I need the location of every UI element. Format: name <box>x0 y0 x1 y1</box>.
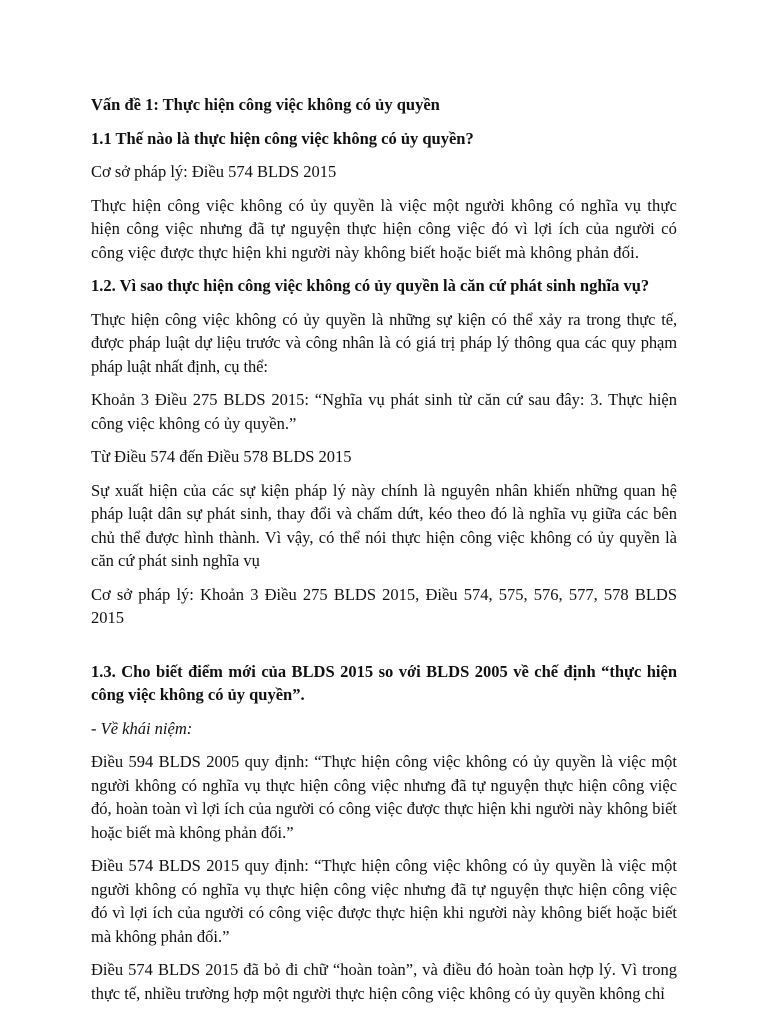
legal-basis-1-2: Cơ sở pháp lý: Khoản 3 Điều 275 BLDS 2015, Điều 574, 575, 576, 577, 578 BLDS 2015 <box>91 584 677 627</box>
heading-1-1: 1.1 Thế nào là thực hiện công việc không có ủy quyền? <box>91 128 474 148</box>
blds-2005-quote: Điều 594 BLDS 2005 quy định: “Thực hiện công việc không có ủy quyền là việc một người không có nghĩa vụ thực hiện công việc nhưng đã tự nguyện thực hiện công việc đó, hoàn toàn vì lợi ích của người có công việc được thực hiện khi người này không biết hoặc biết mà không phản đối.” <box>91 752 677 842</box>
heading-main: Vấn đề 1: Thực hiện công việc không có ủy quyền <box>91 95 440 114</box>
heading-1-3: 1.3. Cho biết điểm mới của BLDS 2015 so với BLDS 2005 về chế định “thực hiện công việc không có ủy quyền”. <box>91 661 677 704</box>
heading-1-2: 1.2. Vì sao thực hiện công việc không có ủy quyền là căn cứ phát sinh nghĩa vụ? <box>91 276 650 295</box>
clause-quote: Khoản 3 Điều 275 BLDS 2015: “Nghĩa vụ phát sinh từ căn cứ sau đây: 3. Thực hiện công việc không có ủy quyền.” <box>91 390 677 433</box>
comparison-paragraph: Điều 574 BLDS 2015 đã bỏ đi chữ “hoàn toàn”, và điều đó hoàn toàn hợp lý. Vì trong thực tế, nhiều trường hợp một người thực hiện công việc không có ủy quyền không chỉ <box>91 960 677 1003</box>
concept-subheading: - Về khái niệm: <box>91 718 193 738</box>
legal-basis-1-1: Cơ sở pháp lý: Điều 574 BLDS 2015 <box>91 162 337 181</box>
definition-paragraph: Thực hiện công việc không có ủy quyền là việc một người không có nghĩa vụ thực hiện công việc nhưng đã tự nguyện thực hiện công việc đó vì lợi ích của người có công việc được thực hiện khi người này không biết hoặc biết mà không phản đối. <box>91 195 677 262</box>
conclusion-paragraph: Sự xuất hiện của các sự kiện pháp lý này chính là nguyên nhân khiến những quan hệ pháp luật dân sự phát sinh, thay đổi và chấm dứt, kéo theo đó là nghĩa vụ giữa các bên chủ thể được hình thành. Vì vậy, có thể nói thực hiện công việc không có ủy quyền là căn cứ phát sinh nghĩa vụ <box>91 480 677 570</box>
explanation-paragraph: Thực hiện công việc không có ủy quyền là những sự kiện có thể xảy ra trong thực tế, được pháp luật dự liệu trước và công nhân là có giá trị pháp lý thông qua các quy phạm pháp luật nhất định, cụ thể: <box>91 309 677 376</box>
blds-2015-quote: Điều 574 BLDS 2015 quy định: “Thực hiện công việc không có ủy quyền là việc một người không có nghĩa vụ thực hiện công việc nhưng đã tự nguyện thực hiện công việc đó vì lợi ích của người có công việc được thực hiện khi người này không biết hoặc biết mà không phản đối.” <box>91 856 677 946</box>
article-range: Từ Điều 574 đến Điều 578 BLDS 2015 <box>91 447 352 466</box>
